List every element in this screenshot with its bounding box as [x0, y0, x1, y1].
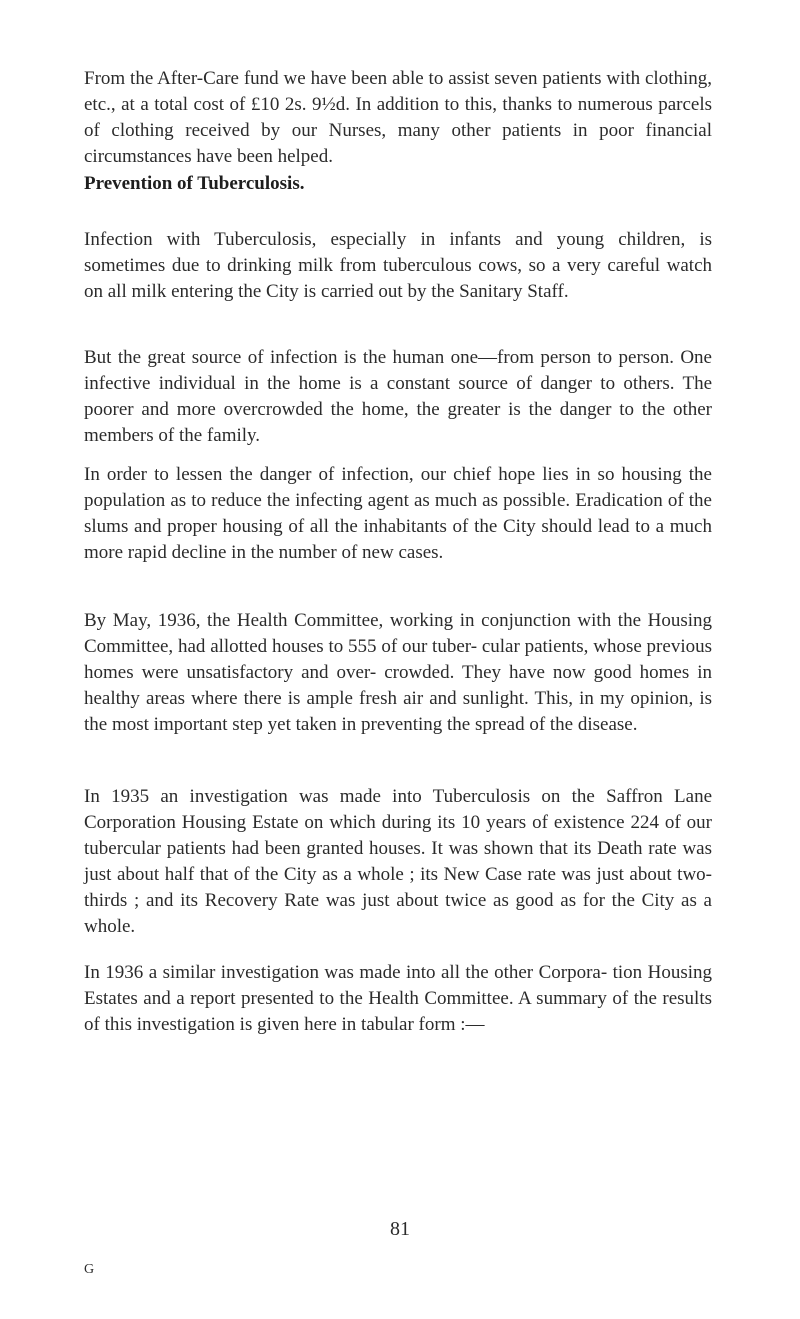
housing-paragraph: In order to lessen the danger of infection, our chief hope lies in so housing the population as to reduce the infecting agent as much as possible. Eradication of the slums and proper housing of all the inhabitants of the City should lead to a much more rapid decline in the number of new cases.: [84, 464, 712, 563]
housing-paragraph-block: [84, 462, 712, 566]
summary-paragraph: In 1936 a similar investigation was made into all the other Corpora- tion Housing Estates and a report presented to the Health Committee. A summary of the results of this investigation is given here in tabular form :—: [84, 962, 712, 1035]
after-care-paragraph: From the After-Care fund we have been able to assist seven patients with clothing, etc., at a total cost of £10 2s. 9½d. In addition to this, thanks to numerous parcels of clothing received by our Nurses, many other patients in poor financial circumstances have been helped.: [84, 68, 712, 167]
milk-infection-paragraph: Infection with Tuberculosis, especially in infants and young children, is sometimes due to drinking milk from tuberculous cows, so a very careful watch on all milk entering the City is carried out by the Sanitary Staff.: [84, 229, 712, 302]
page-number: 81: [390, 1218, 410, 1240]
saffron-lane-paragraph: In 1935 an investigation was made into Tuberculosis on the Saffron Lane Corporation Housing Estate on which during its 10 years of existence 224 of our tubercular patients had been granted houses. It was shown that its Death rate was just about half that of the City as a whole ; its New Case rate was just about two-thirds ; and its Recovery Rate was just about twice as good as for the City as a whole.: [84, 786, 712, 937]
section-heading-block: [84, 171, 712, 197]
allotted-houses-paragraph: By May, 1936, the Health Committee, working in conjunction with the Housing Committee, had allotted houses to 555 of our tuber- cular patients, whose previous homes were unsatisfactory and over- crowded. They have now good homes in healthy areas where there is ample fresh air and sunlight. This, in my opinion, is the most important step yet taken in preventing the spread of the disease.: [84, 610, 712, 735]
human-infection-paragraph: But the great source of infection is the human one—from person to person. One infective individual in the home is a constant source of danger to others. The poorer and more overcrowded the home, the greater is the danger to the other members of the family.: [84, 347, 712, 446]
signature-mark: G: [84, 1262, 95, 1277]
summary-paragraph-block: [84, 960, 712, 1038]
human-infection-paragraph-block: [84, 345, 712, 449]
after-care-paragraph-block: [84, 66, 712, 170]
allotted-houses-paragraph-block: [84, 608, 712, 738]
section-heading: Prevention of Tuberculosis.: [84, 173, 305, 194]
milk-infection-paragraph-block: [84, 227, 712, 305]
saffron-lane-paragraph-block: [84, 784, 712, 940]
